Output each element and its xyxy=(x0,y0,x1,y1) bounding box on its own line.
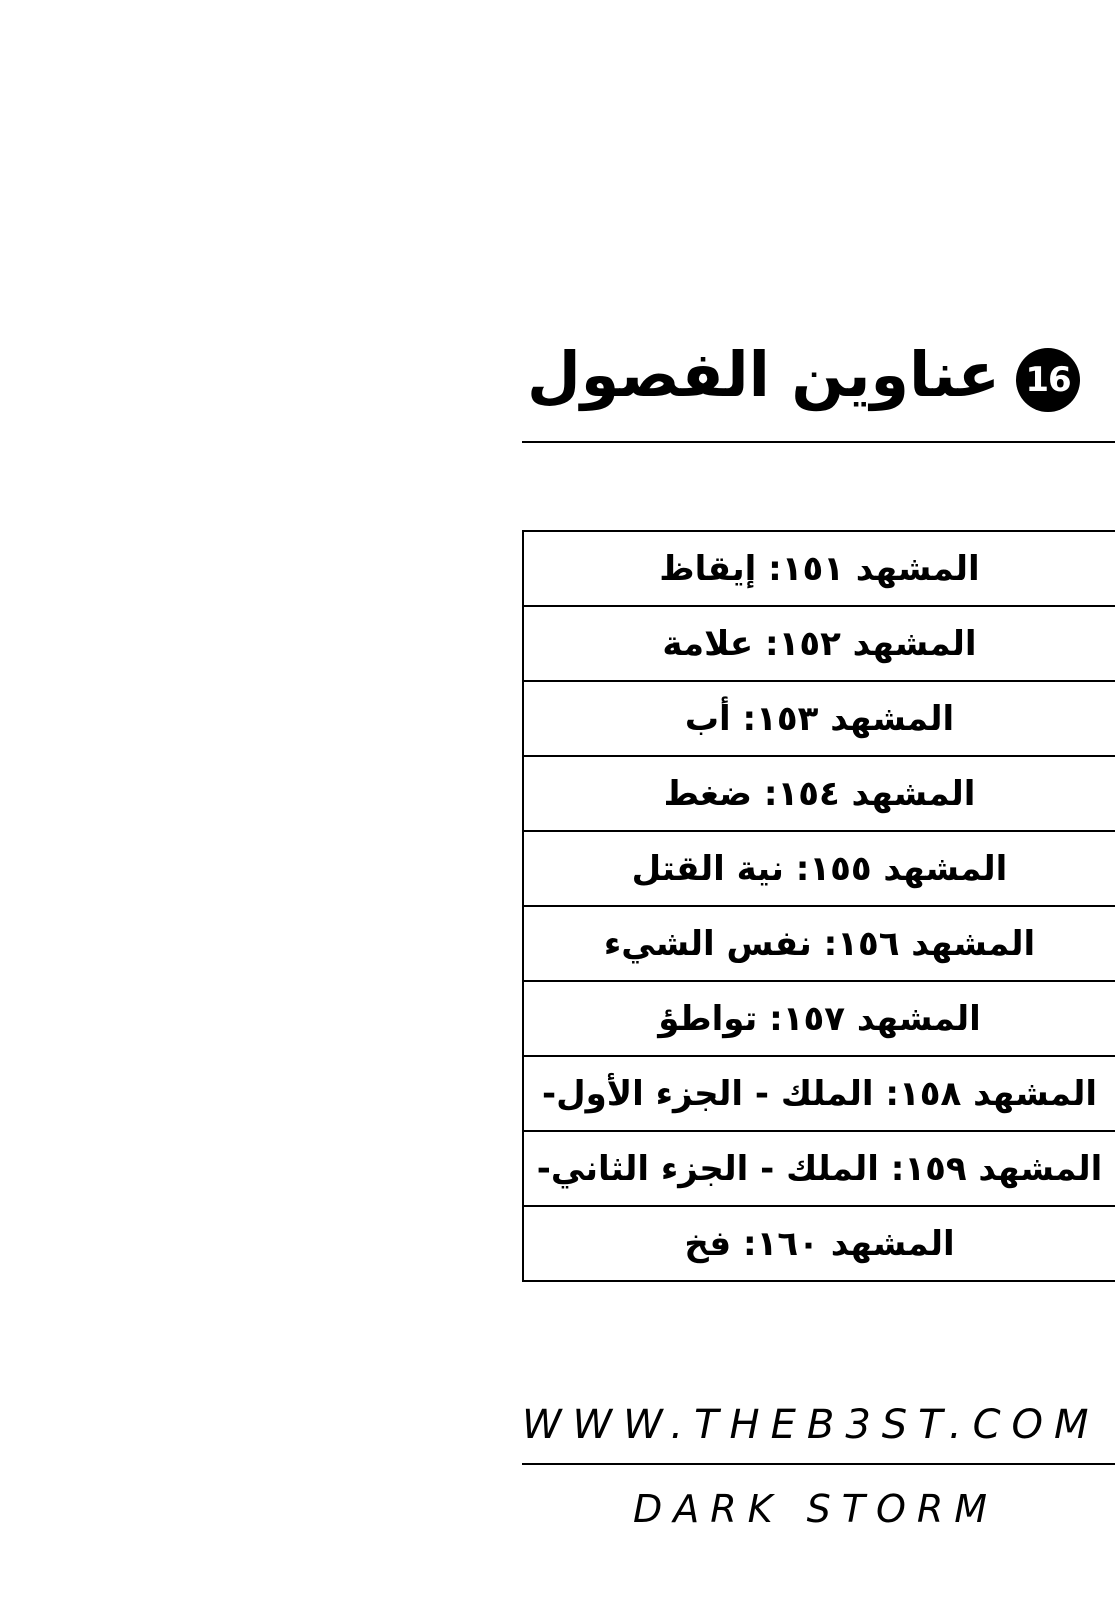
chapter-row: المشهد ١٥٣: أب xyxy=(524,682,1115,757)
chapter-row: المشهد ١٥٢: علامة xyxy=(524,607,1115,682)
volume-number-badge: 16 xyxy=(1016,348,1080,412)
chapter-list xyxy=(522,530,1115,1282)
page-title xyxy=(526,325,1080,425)
chapter-row: المشهد ١٥١: إيقاظ xyxy=(524,532,1115,607)
chapter-row: المشهد ١٥٦: نفس الشيء xyxy=(524,907,1115,982)
title-text: عناوين الفصول xyxy=(526,338,1000,411)
chapter-row: المشهد ١٦٠: فخ xyxy=(524,1207,1115,1282)
chapter-row: المشهد ١٥٧: تواطؤ xyxy=(524,982,1115,1057)
chapter-row: المشهد ١٥٨: الملك - الجزء الأول- xyxy=(524,1057,1115,1132)
footer-divider xyxy=(522,1463,1115,1465)
website-url: WWW.THEB3ST.COM xyxy=(522,1402,1100,1448)
title-divider xyxy=(522,441,1115,443)
chapter-row: المشهد ١٥٩: الملك - الجزء الثاني- xyxy=(524,1132,1115,1207)
chapter-row: المشهد ١٥٥: نية القتل xyxy=(524,832,1115,907)
chapter-row: المشهد ١٥٤: ضغط xyxy=(524,757,1115,832)
team-credit: DARK STORM xyxy=(633,1487,999,1531)
